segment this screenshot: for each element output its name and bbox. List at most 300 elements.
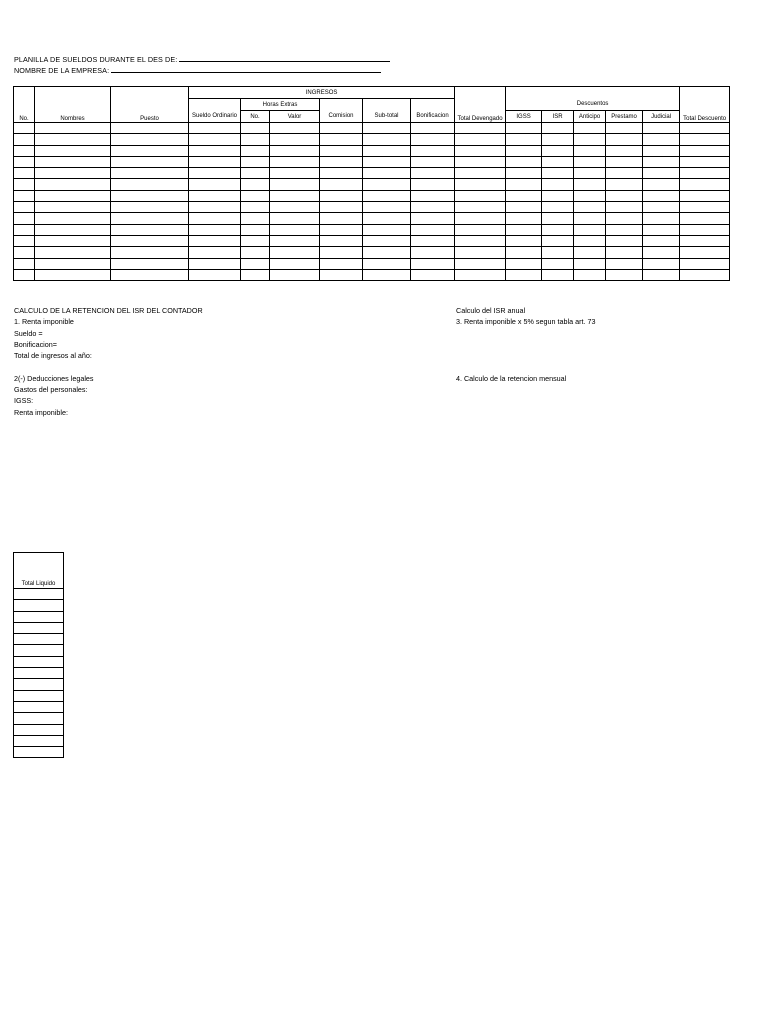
table-cell[interactable] — [643, 156, 680, 167]
table-row — [14, 679, 64, 690]
table-cell[interactable] — [542, 258, 574, 269]
table-row — [14, 134, 730, 145]
table-cell[interactable] — [363, 213, 411, 224]
table-row — [14, 123, 730, 134]
table-cell[interactable] — [542, 269, 574, 280]
table-cell[interactable] — [320, 179, 363, 190]
table-cell[interactable] — [606, 247, 643, 258]
company-name-line — [14, 66, 381, 75]
table-cell[interactable] — [14, 656, 64, 667]
table-cell[interactable] — [411, 258, 455, 269]
table-cell[interactable] — [680, 168, 730, 179]
table-cell[interactable] — [14, 645, 64, 656]
table-cell[interactable] — [643, 247, 680, 258]
table-cell[interactable] — [643, 258, 680, 269]
table-cell[interactable] — [14, 202, 35, 213]
table-cell[interactable] — [542, 168, 574, 179]
table-cell[interactable] — [270, 145, 320, 156]
col-igss-header: IGSS — [506, 111, 542, 123]
table-cell[interactable] — [270, 269, 320, 280]
table-cell[interactable] — [14, 179, 35, 190]
table-cell[interactable] — [189, 179, 241, 190]
table-cell[interactable] — [35, 179, 111, 190]
table-cell[interactable] — [606, 145, 643, 156]
table-cell[interactable] — [363, 202, 411, 213]
table-cell[interactable] — [189, 190, 241, 201]
table-cell[interactable] — [574, 202, 606, 213]
table-row — [14, 156, 730, 167]
table-cell[interactable] — [411, 134, 455, 145]
table-cell[interactable] — [574, 156, 606, 167]
descuentos-group-header: Descuentos — [506, 99, 680, 111]
table-cell[interactable] — [320, 168, 363, 179]
table-row — [14, 168, 730, 179]
table-cell[interactable] — [320, 134, 363, 145]
table-cell[interactable] — [363, 190, 411, 201]
total-liquido-body — [14, 589, 64, 758]
table-cell[interactable] — [241, 258, 270, 269]
table-cell[interactable] — [506, 269, 542, 280]
table-cell[interactable] — [643, 168, 680, 179]
table-cell[interactable] — [241, 190, 270, 201]
col-nombres-header: Nombres — [35, 87, 111, 123]
period-blank-line — [179, 55, 390, 62]
table-cell[interactable] — [606, 190, 643, 201]
table-cell[interactable] — [111, 123, 189, 134]
table-cell[interactable] — [455, 179, 506, 190]
table-cell[interactable] — [574, 269, 606, 280]
table-cell[interactable] — [455, 269, 506, 280]
table-cell[interactable] — [643, 269, 680, 280]
table-cell[interactable] — [189, 168, 241, 179]
table-cell[interactable] — [506, 145, 542, 156]
table-cell[interactable] — [320, 145, 363, 156]
table-cell[interactable] — [189, 145, 241, 156]
table-cell[interactable] — [14, 134, 35, 145]
table-cell[interactable] — [14, 213, 35, 224]
table-cell[interactable] — [111, 224, 189, 235]
deducciones-legales-step: 2(-) Deducciones legales — [14, 373, 94, 383]
table-cell[interactable] — [14, 634, 64, 645]
table-cell[interactable] — [680, 134, 730, 145]
header-row-groups — [14, 87, 730, 99]
table-cell[interactable] — [320, 190, 363, 201]
table-cell[interactable] — [14, 224, 35, 235]
table-cell[interactable] — [111, 156, 189, 167]
bonificacion-spacer — [411, 99, 455, 111]
table-cell[interactable] — [411, 179, 455, 190]
table-cell[interactable] — [320, 258, 363, 269]
table-cell[interactable] — [506, 123, 542, 134]
table-cell[interactable] — [455, 202, 506, 213]
table-cell[interactable] — [35, 202, 111, 213]
table-cell[interactable] — [14, 679, 64, 690]
table-cell[interactable] — [363, 168, 411, 179]
table-cell[interactable] — [643, 145, 680, 156]
table-cell[interactable] — [455, 168, 506, 179]
table-cell[interactable] — [574, 179, 606, 190]
table-row — [14, 735, 64, 746]
table-cell[interactable] — [111, 145, 189, 156]
table-cell[interactable] — [14, 600, 64, 611]
table-cell[interactable] — [189, 235, 241, 246]
table-cell[interactable] — [542, 213, 574, 224]
table-cell[interactable] — [411, 156, 455, 167]
table-cell[interactable] — [542, 247, 574, 258]
table-cell[interactable] — [455, 258, 506, 269]
table-cell[interactable] — [14, 735, 64, 746]
table-cell[interactable] — [35, 269, 111, 280]
table-cell[interactable] — [574, 134, 606, 145]
table-cell[interactable] — [35, 190, 111, 201]
table-cell[interactable] — [111, 179, 189, 190]
table-cell[interactable] — [270, 224, 320, 235]
table-cell[interactable] — [455, 247, 506, 258]
table-cell[interactable] — [189, 156, 241, 167]
table-cell[interactable] — [270, 190, 320, 201]
table-cell[interactable] — [542, 156, 574, 167]
table-cell[interactable] — [189, 258, 241, 269]
table-cell[interactable] — [455, 123, 506, 134]
table-cell[interactable] — [270, 156, 320, 167]
table-cell[interactable] — [542, 145, 574, 156]
table-row — [14, 611, 64, 622]
table-cell[interactable] — [35, 156, 111, 167]
table-cell[interactable] — [270, 258, 320, 269]
table-cell[interactable] — [606, 202, 643, 213]
table-cell[interactable] — [455, 134, 506, 145]
table-cell[interactable] — [643, 134, 680, 145]
table-cell[interactable] — [455, 213, 506, 224]
table-cell[interactable] — [574, 145, 606, 156]
table-cell[interactable] — [680, 224, 730, 235]
table-cell[interactable] — [455, 145, 506, 156]
table-cell[interactable] — [506, 224, 542, 235]
table-cell[interactable] — [111, 258, 189, 269]
table-cell[interactable] — [680, 269, 730, 280]
table-cell[interactable] — [189, 202, 241, 213]
col-prestamo-header: Prestamo — [606, 111, 643, 123]
table-cell[interactable] — [680, 145, 730, 156]
table-cell[interactable] — [506, 134, 542, 145]
table-cell[interactable] — [363, 145, 411, 156]
table-cell[interactable] — [574, 258, 606, 269]
table-cell[interactable] — [35, 235, 111, 246]
table-cell[interactable] — [363, 235, 411, 246]
company-blank-line — [111, 66, 381, 73]
table-cell[interactable] — [14, 168, 35, 179]
payroll-title-line — [14, 55, 390, 64]
table-cell[interactable] — [542, 179, 574, 190]
gastos-personales-line: Gastos del personales: — [14, 385, 88, 395]
table-cell[interactable] — [111, 235, 189, 246]
table-cell[interactable] — [680, 258, 730, 269]
table-cell[interactable] — [189, 213, 241, 224]
table-cell[interactable] — [363, 179, 411, 190]
col-subtotal-header: Sub-total — [363, 111, 411, 123]
table-cell[interactable] — [574, 213, 606, 224]
isr-anual-title: Calculo del ISR anual — [456, 306, 526, 315]
table-cell[interactable] — [506, 213, 542, 224]
table-cell[interactable] — [680, 213, 730, 224]
table-cell[interactable] — [270, 202, 320, 213]
table-cell[interactable] — [411, 190, 455, 201]
total-liquido-header-row — [14, 553, 64, 589]
comision-spacer — [320, 99, 363, 111]
table-cell[interactable] — [111, 213, 189, 224]
table-cell[interactable] — [14, 269, 35, 280]
table-cell[interactable] — [574, 235, 606, 246]
table-cell[interactable] — [574, 123, 606, 134]
table-cell[interactable] — [542, 123, 574, 134]
col-puesto-header: Puesto — [111, 87, 189, 123]
table-cell[interactable] — [270, 235, 320, 246]
table-cell[interactable] — [241, 235, 270, 246]
table-cell[interactable] — [241, 168, 270, 179]
table-cell[interactable] — [270, 134, 320, 145]
table-cell[interactable] — [606, 269, 643, 280]
table-cell[interactable] — [241, 269, 270, 280]
table-cell[interactable] — [606, 123, 643, 134]
table-cell[interactable] — [411, 123, 455, 134]
table-cell[interactable] — [320, 156, 363, 167]
table-cell[interactable] — [189, 123, 241, 134]
table-cell[interactable] — [643, 202, 680, 213]
table-cell[interactable] — [111, 190, 189, 201]
ingresos-group-header: INGRESOS — [189, 87, 455, 99]
table-cell[interactable] — [35, 168, 111, 179]
table-cell[interactable] — [606, 224, 643, 235]
table-row — [14, 589, 64, 600]
col-he-valor-header: Valor — [270, 111, 320, 123]
table-cell[interactable] — [455, 235, 506, 246]
table-cell[interactable] — [506, 179, 542, 190]
table-cell[interactable] — [270, 213, 320, 224]
sueldo-ordinario-spacer — [189, 99, 241, 111]
table-cell[interactable] — [363, 123, 411, 134]
table-cell[interactable] — [35, 258, 111, 269]
col-comision-header: Comision — [320, 111, 363, 123]
table-row — [14, 202, 730, 213]
table-row — [14, 145, 730, 156]
table-cell[interactable] — [270, 247, 320, 258]
table-cell[interactable] — [14, 701, 64, 712]
table-cell[interactable] — [411, 168, 455, 179]
table-cell[interactable] — [506, 235, 542, 246]
table-cell[interactable] — [14, 145, 35, 156]
col-no-header: No. — [14, 87, 35, 123]
table-row — [14, 701, 64, 712]
subtotal-spacer — [363, 99, 411, 111]
table-cell[interactable] — [506, 247, 542, 258]
table-cell[interactable] — [14, 247, 35, 258]
table-cell[interactable] — [606, 179, 643, 190]
table-cell[interactable] — [506, 190, 542, 201]
table-cell[interactable] — [241, 156, 270, 167]
table-cell[interactable] — [411, 145, 455, 156]
table-cell[interactable] — [270, 168, 320, 179]
table-row — [14, 190, 730, 201]
table-cell[interactable] — [574, 168, 606, 179]
isr-calc-title: CALCULO DE LA RETENCION DEL ISR DEL CONTADOR — [14, 306, 203, 315]
table-cell[interactable] — [411, 247, 455, 258]
table-cell[interactable] — [241, 247, 270, 258]
table-cell[interactable] — [606, 156, 643, 167]
table-cell[interactable] — [680, 190, 730, 201]
table-cell[interactable] — [241, 134, 270, 145]
table-cell[interactable] — [241, 202, 270, 213]
table-cell[interactable] — [643, 190, 680, 201]
col-anticipo-header: Anticipo — [574, 111, 606, 123]
table-cell[interactable] — [411, 235, 455, 246]
table-cell[interactable] — [574, 224, 606, 235]
table-cell[interactable] — [241, 123, 270, 134]
table-cell[interactable] — [111, 168, 189, 179]
table-cell[interactable] — [455, 224, 506, 235]
table-cell[interactable] — [542, 190, 574, 201]
table-cell[interactable] — [680, 156, 730, 167]
table-cell[interactable] — [14, 123, 35, 134]
table-row — [14, 747, 64, 758]
col-total-descuento-header: Total Descuento — [680, 87, 730, 123]
isr-calculation-right — [456, 305, 595, 384]
table-cell[interactable] — [14, 724, 64, 735]
table-cell[interactable] — [643, 224, 680, 235]
table-cell[interactable] — [14, 622, 64, 633]
horas-extras-group-header: Horas Extras — [241, 99, 320, 111]
table-cell[interactable] — [241, 145, 270, 156]
table-row — [14, 645, 64, 656]
igss-line: IGSS: — [14, 396, 34, 406]
isr-calculation-left — [14, 305, 203, 418]
table-cell[interactable] — [542, 202, 574, 213]
table-cell[interactable] — [14, 258, 35, 269]
table-cell[interactable] — [111, 134, 189, 145]
table-cell[interactable] — [606, 258, 643, 269]
table-cell[interactable] — [111, 247, 189, 258]
table-cell[interactable] — [643, 235, 680, 246]
company-name-label: NOMBRE DE LA EMPRESA: — [14, 66, 110, 75]
table-cell[interactable] — [643, 179, 680, 190]
table-cell[interactable] — [363, 258, 411, 269]
table-cell[interactable] — [270, 123, 320, 134]
table-cell[interactable] — [411, 213, 455, 224]
descuentos-group-top — [506, 87, 680, 99]
table-cell[interactable] — [14, 747, 64, 758]
table-cell[interactable] — [506, 258, 542, 269]
table-cell[interactable] — [320, 224, 363, 235]
col-sueldo-ordinario-header: Sueldo Ordinario — [189, 111, 241, 123]
table-cell[interactable] — [320, 213, 363, 224]
table-cell[interactable] — [320, 247, 363, 258]
table-cell[interactable] — [35, 123, 111, 134]
table-row — [14, 713, 64, 724]
retencion-mensual-step: 4. Calculo de la retencion mensual — [456, 373, 567, 383]
table-row — [14, 213, 730, 224]
table-cell[interactable] — [270, 179, 320, 190]
table-cell[interactable] — [606, 134, 643, 145]
table-cell[interactable] — [455, 156, 506, 167]
table-cell[interactable] — [320, 235, 363, 246]
renta-imponible-step: 1. Renta imponible — [14, 317, 74, 327]
table-cell[interactable] — [411, 202, 455, 213]
table-cell[interactable] — [189, 224, 241, 235]
table-cell[interactable] — [14, 156, 35, 167]
table-cell[interactable] — [14, 713, 64, 724]
col-he-no-header: No. — [241, 111, 270, 123]
table-cell[interactable] — [14, 690, 64, 701]
table-cell[interactable] — [241, 179, 270, 190]
table-cell[interactable] — [320, 269, 363, 280]
table-cell[interactable] — [189, 247, 241, 258]
table-cell[interactable] — [363, 247, 411, 258]
table-cell[interactable] — [606, 213, 643, 224]
table-cell[interactable] — [363, 224, 411, 235]
table-cell[interactable] — [506, 202, 542, 213]
table-cell[interactable] — [320, 123, 363, 134]
table-cell[interactable] — [363, 134, 411, 145]
table-row — [14, 247, 730, 258]
table-cell[interactable] — [14, 611, 64, 622]
table-cell[interactable] — [35, 247, 111, 258]
table-cell[interactable] — [35, 134, 111, 145]
table-row — [14, 690, 64, 701]
table-cell[interactable] — [680, 123, 730, 134]
table-cell[interactable] — [606, 168, 643, 179]
table-cell[interactable] — [574, 247, 606, 258]
table-cell[interactable] — [455, 190, 506, 201]
table-cell[interactable] — [506, 156, 542, 167]
table-cell[interactable] — [14, 589, 64, 600]
table-cell[interactable] — [680, 247, 730, 258]
table-cell[interactable] — [14, 190, 35, 201]
table-cell[interactable] — [35, 213, 111, 224]
col-bonificacion-header: Bonificacion — [411, 111, 455, 123]
table-row — [14, 622, 64, 633]
table-cell[interactable] — [506, 168, 542, 179]
table-cell[interactable] — [680, 235, 730, 246]
table-cell[interactable] — [111, 202, 189, 213]
payroll-table — [13, 86, 730, 281]
table-cell[interactable] — [363, 269, 411, 280]
table-cell[interactable] — [680, 179, 730, 190]
table-cell[interactable] — [363, 156, 411, 167]
table-row — [14, 235, 730, 246]
table-cell[interactable] — [606, 235, 643, 246]
table-cell[interactable] — [111, 269, 189, 280]
table-cell[interactable] — [643, 213, 680, 224]
table-row — [14, 258, 730, 269]
table-cell[interactable] — [574, 190, 606, 201]
table-cell[interactable] — [189, 269, 241, 280]
table-cell[interactable] — [542, 224, 574, 235]
table-cell[interactable] — [35, 224, 111, 235]
table-cell[interactable] — [189, 134, 241, 145]
table-cell[interactable] — [411, 224, 455, 235]
table-cell[interactable] — [14, 668, 64, 679]
col-isr-header: ISR — [542, 111, 574, 123]
table-cell[interactable] — [411, 269, 455, 280]
table-cell[interactable] — [320, 202, 363, 213]
table-cell[interactable] — [680, 202, 730, 213]
table-cell[interactable] — [14, 235, 35, 246]
table-cell[interactable] — [241, 213, 270, 224]
table-cell[interactable] — [542, 235, 574, 246]
table-cell[interactable] — [35, 145, 111, 156]
table-cell[interactable] — [643, 123, 680, 134]
table-cell[interactable] — [241, 224, 270, 235]
table-cell[interactable] — [542, 134, 574, 145]
